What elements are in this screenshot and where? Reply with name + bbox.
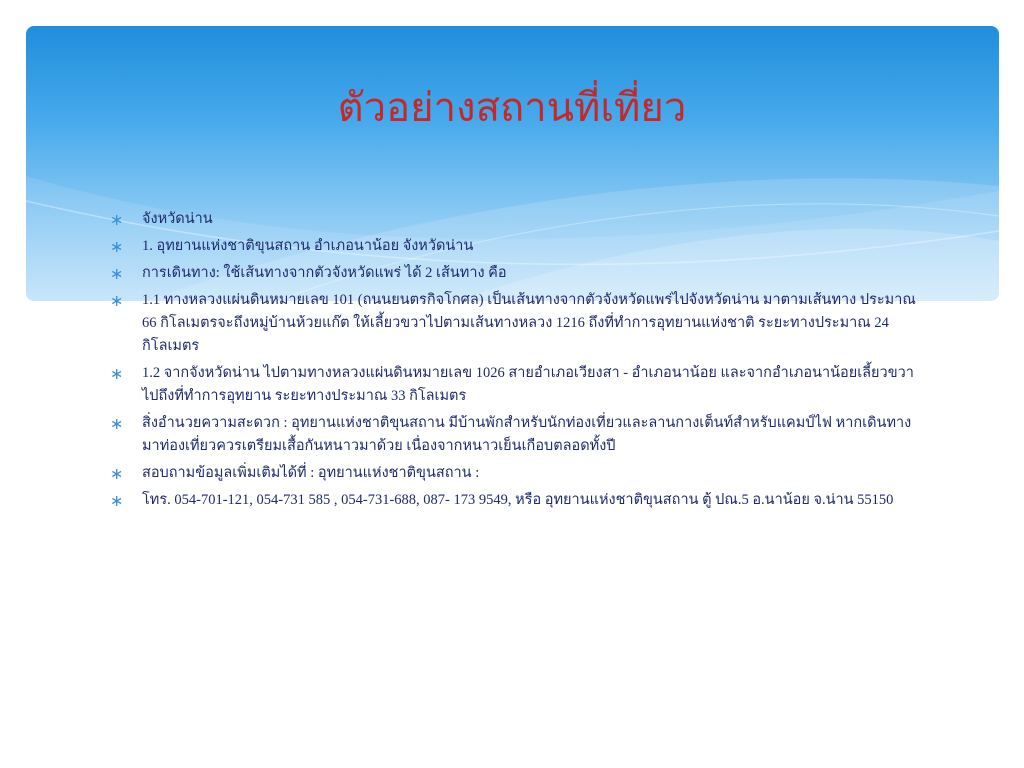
list-item-text: จังหวัดน่าน [142,211,213,227]
list-item-text: การเดินทาง: ใช้เส้นทางจากตัวจังหวัดแพร่ ได้ 2 เส้นทาง คือ [142,265,507,281]
list-item-text: สิ่งอำนวยความสะดวก : อุทยานแห่งชาติขุนสถาน มีบ้านพักสำหรับนักท่องเที่ยวและลานกางเต็นท์สำหรับแคมป์ไฟ หากเดินทางมาท่องเที่ยวควรเตรียมเสื้อกันหนาวมาด้วย เนื่องจากหนาวเย็นเกือบตลอดทั้งปี [142,415,912,454]
list-item [110,235,920,258]
slide-title: ตัวอย่างสถานที่เที่ยว [337,85,687,130]
asterisk-bullet-icon: ∗ [110,414,124,433]
list-item-text: 1.2 จากจังหวัดน่าน ไปตามทางหลวงแผ่นดินหมายเลข 1026 สายอำเภอเวียงสา - อำเภอนาน้อย และจากอำเภอนาน้อยเลี้ยวขวา ไปถึงที่ทำการอุทยาน ระยะทางประมาณ 33 กิโลเมตร [142,365,914,404]
asterisk-bullet-icon: ∗ [110,264,124,283]
asterisk-bullet-icon: ∗ [110,364,124,383]
bullet-list [110,208,920,516]
asterisk-bullet-icon: ∗ [110,210,124,229]
list-item [110,289,920,358]
list-item-text: โทร. 054-701-121, 054-731 585 , 054-731-688, 087- 173 9549, หรือ อุทยานแห่งชาติขุนสถาน ตู้ ปณ.5 อ.นาน้อย จ.น่าน 55150 [142,492,894,508]
list-item [110,489,920,512]
list-item-text: 1. อุทยานแห่งชาติขุนสถาน อำเภอนาน้อย จังหวัดน่าน [142,238,474,254]
list-item [110,362,920,408]
asterisk-bullet-icon: ∗ [110,491,124,510]
asterisk-bullet-icon: ∗ [110,291,124,310]
asterisk-bullet-icon: ∗ [110,464,124,483]
list-item-text: สอบถามข้อมูลเพิ่มเติมได้ที่ : อุทยานแห่งชาติขุนสถาน : [142,465,480,481]
list-item [110,262,920,285]
asterisk-bullet-icon: ∗ [110,237,124,256]
list-item [110,462,920,485]
list-item [110,208,920,231]
list-item [110,412,920,458]
list-item-text: 1.1 ทางหลวงแผ่นดินหมายเลข 101 (ถนนยนตรกิจโกศล) เป็นเส้นทางจากตัวจังหวัดแพร่ไปจังหวัดน่าน มาตามเส้นทาง ประมาณ 66 กิโลเมตรจะถึงหมู่บ้านห้วยแก๊ต ให้เลี้ยวขวาไปตามเส้นทางหลวง 1216 ถึงที่ทำการอุทยานแห่งชาติ ระยะทางประมาณ 24 กิโลเมตร [142,292,916,354]
